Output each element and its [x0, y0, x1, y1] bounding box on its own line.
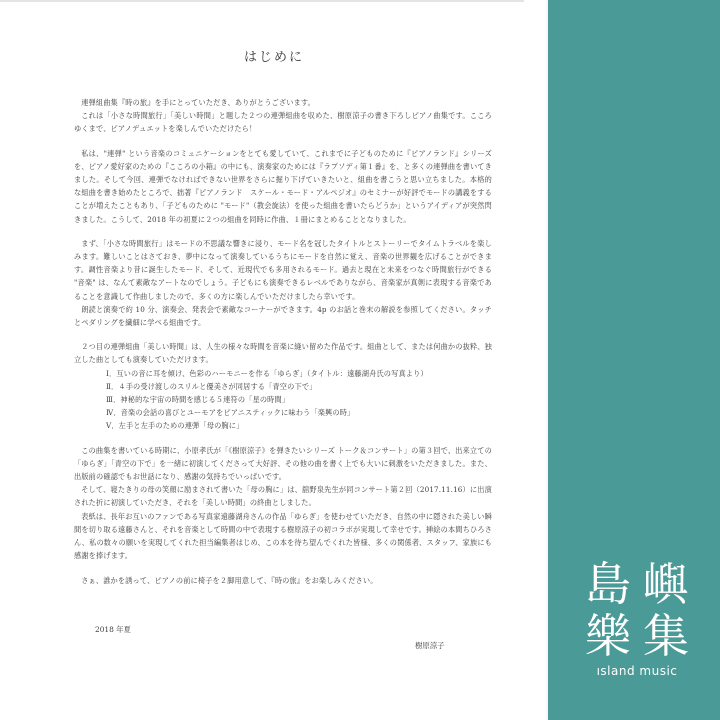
- page-top-divider: [0, 0, 524, 2]
- track-list-item: Ⅱ．４手の受け渡しのスリルと優美さが同居する「青空の下で」: [106, 381, 317, 391]
- paragraph-gap: [74, 433, 492, 444]
- document-body: [74, 96, 492, 587]
- signature-date: 2018 年夏: [95, 625, 131, 634]
- logo-row-bottom: [582, 610, 692, 662]
- paragraph-gap: [74, 563, 492, 574]
- signature-author: 樹原涼子: [415, 641, 445, 650]
- paragraph-premiere: この曲集を書いている時期に、小原孝氏が「《樹原涼子》を弾きたいシリーズ トーク＆コンサート」の第３回で、出来立ての「ゆらぎ」「青空の下で」を一緒に初演してくださって大好評、その他の曲を書く上でも大いに刺激をいただきました。また、出版前の確認でもお世話になり、感謝の気持ちでいっぱいです。: [74, 445, 492, 482]
- paragraph-closing: さぁ、誰かを誘って、ピアノの前に椅子を２脚用意して、『時の旅』をお楽しみください。: [81, 575, 378, 585]
- logo-row-top: [582, 558, 692, 610]
- island-music-logo: [582, 558, 692, 678]
- paragraph-suite-one-note: 朗読と演奏で約 10 分、演奏会、発表会で素敵なコーナーができます。4p のお話と巻末の解説を参照してください。タッチとペダリングを繊細に学べる組曲です。: [74, 304, 492, 328]
- track-list-item: Ⅳ．音楽の会話の喜びとユーモアをピアニスティックに味わう「楽興の時」: [106, 408, 355, 418]
- paragraph-suite-two: ２つ目の連弾組曲「美しい時間」は、人生の様々な時間を音楽に縫い留めた作品です。組曲として、または何曲かの抜粋、独立した曲としても演奏していただけます。: [74, 342, 492, 365]
- paragraph-acknowledgements: 表紙は、長年お互いのファンである写真家遠藤湖舟さんの作品「ゆらぎ」を使わせていただき、自然の中に隠された美しい瞬間を切り取る遠藤さんと、それを音楽として時間の中で表現する樹原涼子の初コラボが実現して幸せです。挿絵の本間ちひろさん、私の数々の願いを実現してくれた担当編集者はじめ、この本を待ち望んでくれた皆様、多くの関係者、スタッフ、家族にも感謝を捧げます。: [74, 511, 492, 561]
- paragraph-gap: [74, 226, 492, 237]
- track-list-item: Ⅰ．互いの音に耳を傾け、色彩のハーモニーを作る「ゆらぎ」（タイトル：遠藤湖舟氏の写真より）: [106, 368, 428, 378]
- track-list-item: Ⅲ．神秘的な宇宙の時間を感じる５連符の「星の時間」: [106, 395, 290, 405]
- logo-subtitle: ısland music: [596, 664, 678, 678]
- paragraph-gap: [74, 136, 492, 147]
- paragraph-suite-one: まず、「小さな時間旅行」はモードの不思議な響きに浸り、モード名を冠したタイトルとストーリーでタイムトラベルを楽しみます。難しいことはさておき、夢中になって演奏しているうちにモードを自然に覚え、音楽の世界観を広げることができます。調性音楽より昔に誕生したモード、そして、近現代でも多用されるモード。過去と現在と未来をつなぐ時間旅行ができる "音楽" は、なんて素敵なアートなのでしょう。子どもにも演奏できるレベルでありながら、音楽家が真剣に表現する音楽であることを意識して作曲しましたので、多くの方に楽しんでいただけましたら幸いです。: [74, 238, 492, 301]
- logo-char: 樂: [585, 609, 631, 663]
- paragraph-background: 私は、"連弾" という音楽のコミュニケーションをとても愛していて、これまでに子どものために『ピアノランド』シリーズを、ピアノ愛好家のための『こころの小箱』の中にも、演奏家のためには『ラプソディ第１番』を、と多くの連弾曲を書いてきました。そして今回、連弾でなければできない世界をさらに掘り下げていきたいと、組曲を書こうと思い立ちました。本格的な組曲を書き始めたところで、拙著『ピアノランド スケール・モード・アルペジオ』のセミナーが好評でモードの講義をすることが増えたこともあり、「子どものために "モード"（教会旋法）を使った組曲を書いたらどうか」というアイディアが突然閃きました。こうして、2018 年の初夏に２つの組曲を同時に作曲、１冊にまとめることとなりました。: [74, 148, 492, 224]
- paragraph-greeting: 連弾組曲集『時の旅』を手にとっていただき、ありがとうございます。: [81, 98, 315, 107]
- logo-char: 島: [585, 557, 631, 611]
- paragraph-intro: これは「小さな時間旅行」「美しい時間」と題した２つの連弾組曲を収めた、樹原涼子の書き下ろしピアノ曲集です。こころゆくまで、ピアノデュエットを楽しんでいただけたら！: [74, 111, 492, 134]
- paragraph-mother: そして、寝たきりの母の笑顔に励まされて書いた「母の胸に」は、舘野泉先生が同コンサート第２回（2017.11.16）に出演された折に初演していただき、それを「美しい時間」の終曲としました。: [74, 485, 492, 508]
- logo-char: 集: [643, 609, 689, 663]
- paragraph-gap: [74, 329, 492, 340]
- logo-char: 嶼: [643, 557, 689, 611]
- track-list-item: Ⅴ．左手と左手のための連弾「母の胸に」: [106, 421, 244, 431]
- page-title: はじめに: [243, 50, 304, 65]
